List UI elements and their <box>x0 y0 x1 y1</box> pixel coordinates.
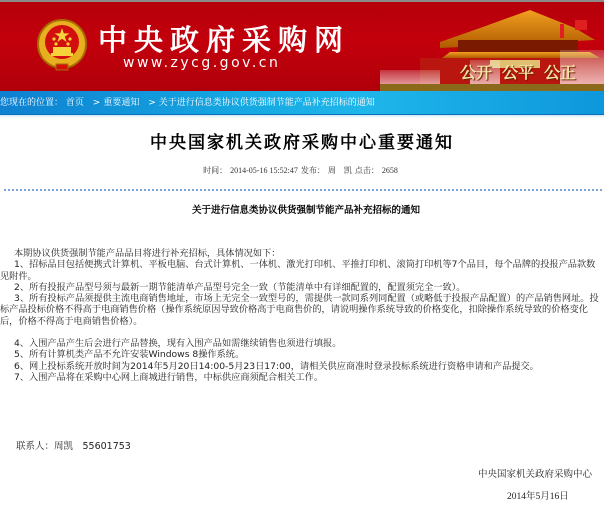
site-title: 中央政府采购网 <box>98 23 351 57</box>
body-paragraph-5: 5、所有计算机类产品不允许安装Windows 8操作系统。 <box>14 349 245 361</box>
body-paragraph-1: 1、招标品目包括便携式计算机、平板电脑、台式计算机、一体机、激光打印机、平推打印机、滚筒打印机等7个品目，每个品牌的投报产品款数见附件。 <box>0 259 596 282</box>
signature-organization: 中央国家机关政府采购中心 <box>478 469 593 480</box>
contact-info: 联系人：周凯 55601753 <box>16 441 131 452</box>
signature-date: 2014年5月16日 <box>507 492 569 502</box>
meta-time-value: 2014-05-16 15:52:47 <box>230 166 298 175</box>
meta-time-label: 时间： <box>203 166 228 175</box>
breadcrumb <box>0 97 375 109</box>
meta-views-label: 点击： <box>354 166 379 175</box>
body-paragraph-intro: 本期协议供货强制节能产品品目将进行补充招标，具体情况如下： <box>14 248 281 259</box>
body-paragraph-2: 2、所有投报产品型号须与最新一期节能清单产品型号完全一致（节能清单中有详细配置的，配置须完全一致）。 <box>14 281 466 293</box>
body-paragraph-7: 7、入围产品将在采购中心网上商城进行销售，中标供应商须配合相关工作。 <box>14 371 324 383</box>
article-title: 中央国家机关政府采购中心重要通知 <box>150 133 454 153</box>
dotted-divider <box>4 189 602 191</box>
body-paragraph-6: 6、网上投标系统开放时间为2014年5月20日14:00-5月23日17:00，请相关供应商准时登录投标系统进行资格申请和产品提交。 <box>14 360 539 372</box>
motto-fairness: 公平 <box>502 63 535 82</box>
motto-openness: 公开 <box>460 63 493 82</box>
site-header-banner <box>0 0 604 91</box>
breadcrumb-home-link[interactable]: 首页 <box>65 98 84 108</box>
body-paragraph-4: 4、入围产品产生后会进行产品替换，现有入围产品如需继续销售也须进行填报。 <box>14 338 342 350</box>
meta-views-value: 2658 <box>381 166 398 175</box>
breadcrumb-current-link[interactable]: 关于进行信息类协议供货强制节能产品补充招标的通知 <box>158 98 375 108</box>
site-url: www.zycg.gov.cn <box>123 55 281 71</box>
article-meta <box>0 166 604 176</box>
meta-publisher-label: 发布： <box>300 166 325 175</box>
national-emblem-icon <box>36 18 88 74</box>
breadcrumb-bar <box>0 91 604 116</box>
motto-justice: 公正 <box>544 63 577 82</box>
breadcrumb-prefix: 您现在的位置： <box>0 98 64 108</box>
breadcrumb-notices-link[interactable]: 重要通知 <box>103 98 140 108</box>
body-paragraph-3: 3、所有投标产品须提供主流电商销售地址，市场上无完全一致型号的，需提供一款同系列同配置（或略低于投报产品配置）的产品销售网址。投标产品投标价格不得高于电商销售价格（操作系统原因导致价格高于电商售价的，请说明操作系统导致的价格变化，扣除操作系统导致的价格变化后，价格不得高于电商销售价格）。 <box>0 293 599 327</box>
breadcrumb-separator: > <box>148 98 156 108</box>
motto-text <box>460 64 586 82</box>
meta-publisher-value: 周 凯 <box>327 166 352 175</box>
notice-subtitle: 关于进行信息类协议供货强制节能产品补充招标的通知 <box>191 205 420 216</box>
breadcrumb-separator: > <box>92 98 101 108</box>
article-body <box>0 248 604 383</box>
